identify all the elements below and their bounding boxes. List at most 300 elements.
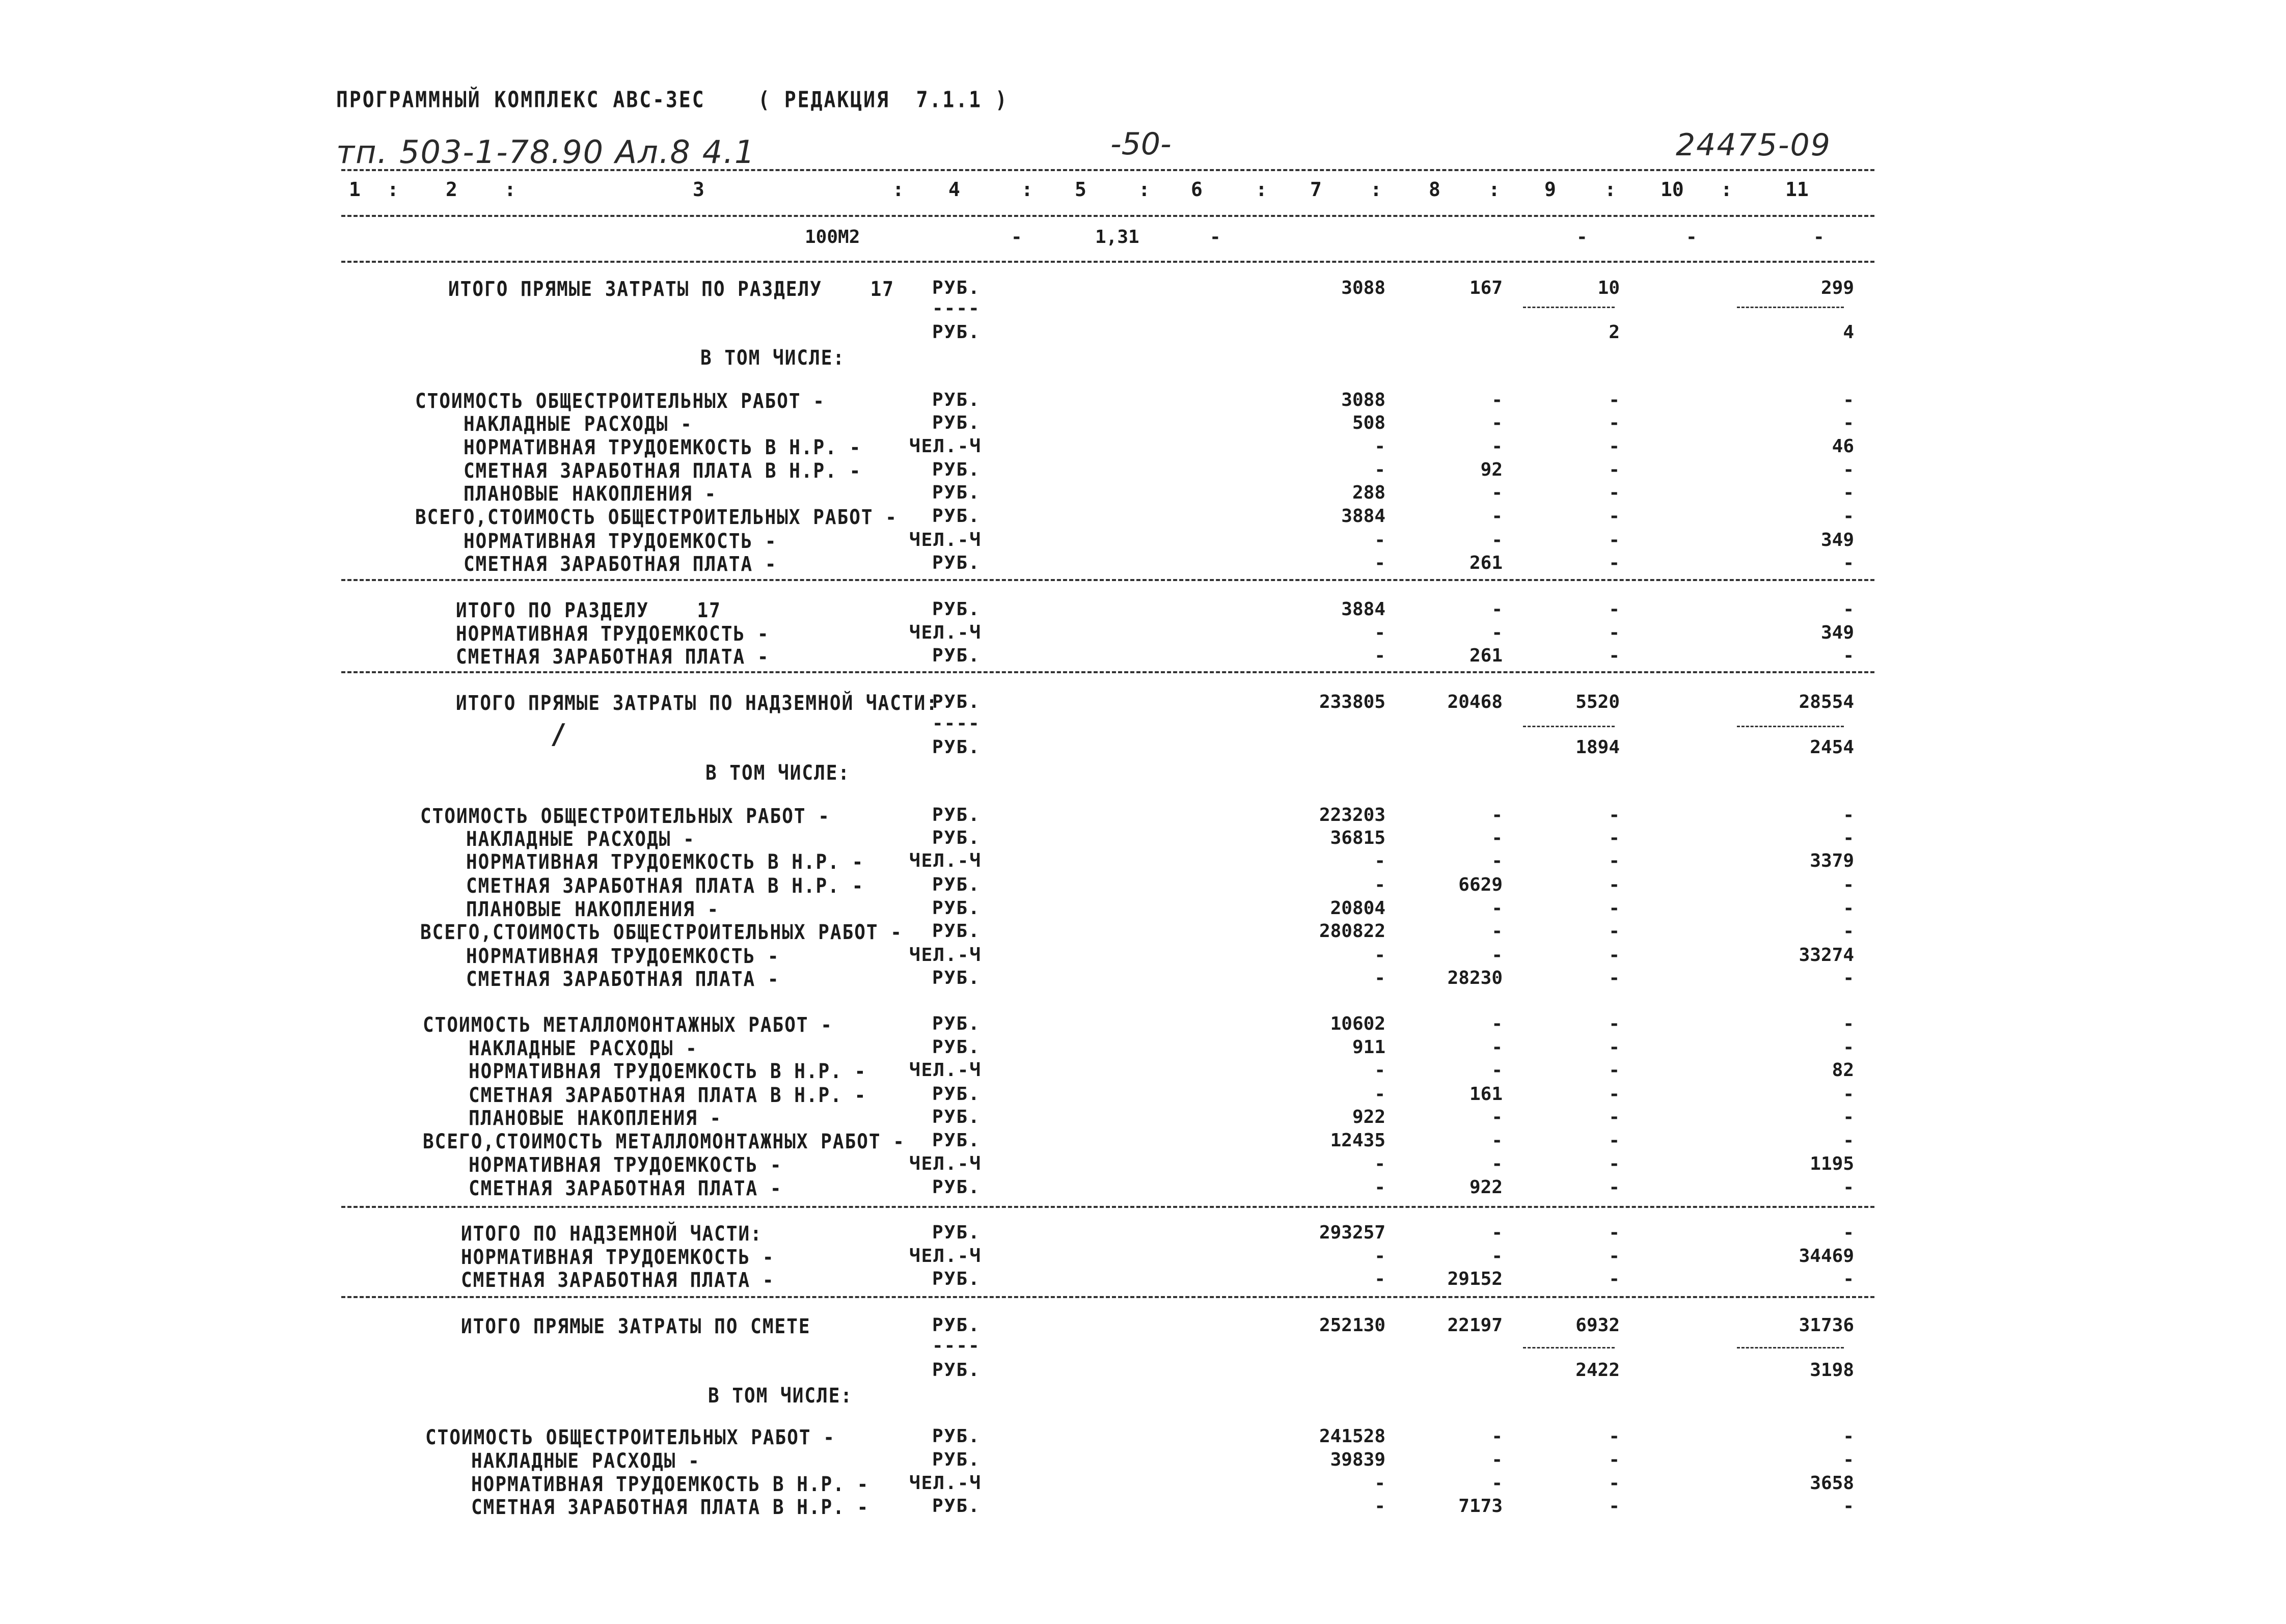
row-label: СМЕТНАЯ ЗАРАБОТНАЯ ПЛАТА В Н.Р. - <box>464 459 862 483</box>
table-row <box>0 805 2286 828</box>
cell-c11: - <box>1843 1269 1854 1289</box>
row-label: СМЕТНАЯ ЗАРАБОТНАЯ ПЛАТА - <box>466 968 780 991</box>
cell-c7: 293257 <box>1319 1222 1385 1243</box>
unit-cell: РУБ. <box>932 898 981 919</box>
row-label: НОРМАТИВНАЯ ТРУДОЕМКОСТЬ В Н.Р. - <box>464 436 862 459</box>
cell-c8: - <box>1491 1153 1503 1174</box>
unit-cell: РУБ. <box>932 828 981 848</box>
section-rule <box>341 1206 1874 1208</box>
table-row <box>0 898 2286 921</box>
row-label: СМЕТНАЯ ЗАРАБОТНАЯ ПЛАТА В Н.Р. - <box>471 1496 869 1519</box>
cell-c9: 1894 <box>1575 737 1620 758</box>
unit-cell: РУБ. <box>932 805 981 825</box>
cell-c11: - <box>1843 1449 1854 1470</box>
cell-c9: - <box>1609 1222 1620 1243</box>
row-label: В ТОМ ЧИСЛЕ: <box>700 346 846 370</box>
row-label: СМЕТНАЯ ЗАРАБОТНАЯ ПЛАТА - <box>461 1269 775 1292</box>
table-row <box>0 645 2286 669</box>
cell-c7: - <box>1374 622 1385 643</box>
cell-c10: - <box>1686 227 1697 247</box>
col-number: 2 <box>446 178 457 201</box>
cell-c8: - <box>1491 390 1503 410</box>
cell-c9: - <box>1609 805 1620 825</box>
cell-c9: - <box>1609 1246 1620 1267</box>
cell-c11: - <box>1843 921 1854 942</box>
col-separator: : <box>1488 178 1500 201</box>
cell-c8: - <box>1491 1473 1503 1494</box>
cell-c9: - <box>1609 530 1620 550</box>
cell-c11: 3658 <box>1810 1473 1854 1494</box>
table-row <box>0 553 2286 576</box>
cell-c7: 288 <box>1352 482 1385 503</box>
unit-cell: РУБ. <box>932 1013 981 1034</box>
unit-cell: РУБ. <box>932 874 981 895</box>
cell-c9: 2422 <box>1575 1360 1620 1381</box>
cell-c7: - <box>1374 553 1385 573</box>
cell-c11: - <box>1843 553 1854 573</box>
cell-c11: - <box>1843 968 1854 988</box>
cell-c8: - <box>1491 622 1503 643</box>
cell-c11: - <box>1843 1222 1854 1243</box>
unit-cell: РУБ. <box>932 737 981 758</box>
cell-c8: - <box>1491 482 1503 503</box>
unit-cell: РУБ. <box>932 553 981 573</box>
row-label: НОРМАТИВНАЯ ТРУДОЕМКОСТЬ В Н.Р. - <box>466 850 864 874</box>
col-number: 7 <box>1310 178 1322 201</box>
table-row <box>0 1269 2286 1292</box>
cell-c9: - <box>1609 482 1620 503</box>
cell-c8: - <box>1491 1246 1503 1267</box>
table-row <box>0 298 2286 321</box>
cell-c8: - <box>1491 1130 1503 1151</box>
col-separator: : <box>1256 178 1267 201</box>
col-separator: : <box>1138 178 1150 201</box>
unit-cell: РУБ. <box>932 506 981 527</box>
cell-c9: - <box>1609 412 1620 433</box>
unit-cell: РУБ. <box>932 412 981 433</box>
cell-c9: 2 <box>1609 322 1620 343</box>
col-number: 1 <box>349 178 361 201</box>
unit-cell: РУБ. <box>932 1269 981 1289</box>
cell-c8: 92 <box>1480 459 1503 480</box>
cell-c11: - <box>1843 1177 1854 1198</box>
cell-c9: - <box>1609 436 1620 457</box>
cell-c7: 10602 <box>1330 1013 1385 1034</box>
cell-c9: - <box>1609 1426 1620 1447</box>
table-row <box>0 945 2286 968</box>
cell-c11: 82 <box>1832 1060 1854 1081</box>
cell-c8: 167 <box>1469 278 1503 298</box>
cell-c9: - <box>1609 1013 1620 1034</box>
cell-c7: - <box>1374 1246 1385 1267</box>
table-row <box>0 622 2286 646</box>
cell-c11: 3379 <box>1810 850 1854 871</box>
column-number-header <box>0 178 2286 204</box>
cell-c7: 3088 <box>1341 390 1385 410</box>
row-label: НОРМАТИВНАЯ ТРУДОЕМКОСТЬ В Н.Р. - <box>469 1060 867 1083</box>
row-label: НОРМАТИВНАЯ ТРУДОЕМКОСТЬ - <box>456 622 770 646</box>
unit-cell: РУБ. <box>932 390 981 410</box>
cell-c7: - <box>1374 850 1385 871</box>
unit-cell: ЧЕЛ.-Ч <box>909 1153 982 1174</box>
row-label: НАКЛАДНЫЕ РАСХОДЫ - <box>471 1449 700 1473</box>
cell-c7: 36815 <box>1330 828 1385 848</box>
unit-cell: РУБ. <box>932 1107 981 1127</box>
cell-c7: 12435 <box>1330 1130 1385 1151</box>
table-row <box>0 968 2286 991</box>
col-number: 8 <box>1429 178 1440 201</box>
cell-c7: - <box>1374 874 1385 895</box>
cell-c11: 31736 <box>1799 1315 1854 1336</box>
table-row <box>0 1473 2286 1496</box>
table-row <box>0 1153 2286 1177</box>
cell-c11: 1195 <box>1810 1153 1854 1174</box>
subtotal-underline <box>1737 307 1844 308</box>
table-row <box>0 1426 2286 1449</box>
cell-c8: - <box>1491 1222 1503 1243</box>
table-row <box>0 1449 2286 1473</box>
cell-c11: - <box>1843 1084 1854 1105</box>
row-label: ИТОГО ПО НАДЗЕМНОЙ ЧАСТИ: <box>461 1222 763 1246</box>
cell-c11: - <box>1843 482 1854 503</box>
unit-cell: РУБ. <box>932 1130 981 1151</box>
cell-c7: 3884 <box>1341 506 1385 527</box>
unit-cell: ЧЕЛ.-Ч <box>909 850 982 871</box>
cell-c11: - <box>1843 506 1854 527</box>
row-label: СТОИМОСТЬ ОБЩЕСТРОИТЕЛЬНЫХ РАБОТ - <box>415 390 825 413</box>
table-row <box>0 1013 2286 1037</box>
cell-c9: 6932 <box>1575 1315 1620 1336</box>
col-number: 6 <box>1191 178 1203 201</box>
cell-c9: - <box>1609 1449 1620 1470</box>
table-row <box>0 850 2286 874</box>
cell-c8: 22197 <box>1447 1315 1503 1336</box>
row-label: В ТОМ ЧИСЛЕ: <box>705 761 851 785</box>
cell-c8: - <box>1491 921 1503 942</box>
cell-c9: - <box>1609 1153 1620 1174</box>
cell-c11: 28554 <box>1799 692 1854 712</box>
cell-c11: - <box>1843 599 1854 620</box>
unit-cell: ЧЕЛ.-Ч <box>909 530 982 550</box>
cell-c11: 299 <box>1820 278 1854 298</box>
cell-c7: 223203 <box>1319 805 1385 825</box>
cell-c7: - <box>1374 945 1385 966</box>
cell-c8: - <box>1491 1107 1503 1127</box>
row-label: НОРМАТИВНАЯ ТРУДОЕМКОСТЬ - <box>466 945 780 968</box>
row-label: ИТОГО ПРЯМЫЕ ЗАТРАТЫ ПО НАДЗЕМНОЙ ЧАСТИ: <box>456 692 938 715</box>
cell-c8: - <box>1491 945 1503 966</box>
cell-c11: - <box>1813 227 1825 247</box>
row-label: ВСЕГО,СТОИМОСТЬ МЕТАЛЛОМОНТАЖНЫХ РАБОТ - <box>423 1130 905 1153</box>
table-row <box>0 1107 2286 1130</box>
table-row <box>0 761 2286 785</box>
cell-c9: - <box>1609 390 1620 410</box>
table-row <box>0 322 2286 345</box>
cell-c9: - <box>1609 828 1620 848</box>
row-label: НАКЛАДНЫЕ РАСХОДЫ - <box>469 1037 698 1060</box>
table-row <box>0 1384 2286 1408</box>
cell-c9: - <box>1609 874 1620 895</box>
cell-c11: - <box>1843 645 1854 666</box>
cell-c11: - <box>1843 805 1854 825</box>
row-label: НОРМАТИВНАЯ ТРУДОЕМКОСТЬ В Н.Р. - <box>471 1473 869 1496</box>
row-label: СТОИМОСТЬ ОБЩЕСТРОИТЕЛЬНЫХ РАБОТ - <box>425 1426 835 1449</box>
unit-cell: РУБ. <box>932 599 981 620</box>
row-label: 100М2 <box>805 227 860 247</box>
cell-c5: 1,31 <box>1095 227 1139 247</box>
col-number: 10 <box>1661 178 1684 201</box>
cell-c8: - <box>1491 412 1503 433</box>
row-label: СМЕТНАЯ ЗАРАБОТНАЯ ПЛАТА В Н.Р. - <box>466 874 864 898</box>
cell-c9: - <box>1609 1060 1620 1081</box>
subtotal-underline <box>1523 726 1615 727</box>
cell-c7: 280822 <box>1319 921 1385 942</box>
cell-c9: - <box>1609 1107 1620 1127</box>
cell-c7: - <box>1374 459 1385 480</box>
cell-c9: - <box>1609 921 1620 942</box>
cell-c7: 3884 <box>1341 599 1385 620</box>
cell-c9: - <box>1609 599 1620 620</box>
col-number: 4 <box>948 178 960 201</box>
handwritten-document-number: 24475-09 <box>1676 127 1831 163</box>
cell-c11: 34469 <box>1799 1246 1854 1267</box>
cell-c9: - <box>1609 553 1620 573</box>
cell-c8: - <box>1491 898 1503 919</box>
cell-c8: - <box>1491 1037 1503 1058</box>
cell-c8: - <box>1491 530 1503 550</box>
cell-c9: - <box>1609 1496 1620 1517</box>
table-row <box>0 692 2286 715</box>
cell-c4: - <box>1011 227 1022 247</box>
cell-c7: 508 <box>1352 412 1385 433</box>
unit-cell: РУБ. <box>932 459 981 480</box>
unit-cell: РУБ. <box>932 1449 981 1470</box>
table-row <box>0 1496 2286 1519</box>
unit-cell: РУБ. <box>932 322 981 343</box>
unit-cell: РУБ. <box>932 1315 981 1336</box>
col-number: 9 <box>1544 178 1556 201</box>
cell-c9: - <box>1609 506 1620 527</box>
header-bottom-rule <box>341 215 1874 217</box>
unit-cell: РУБ. <box>932 482 981 503</box>
table-row <box>0 1060 2286 1083</box>
col-number: 3 <box>693 178 704 201</box>
cell-c7: - <box>1374 1084 1385 1105</box>
unit-cell: РУБ. <box>932 1496 981 1517</box>
row-label: ИТОГО ПРЯМЫЕ ЗАТРАТЫ ПО СМЕТЕ <box>461 1315 811 1338</box>
row-label: СМЕТНАЯ ЗАРАБОТНАЯ ПЛАТА - <box>464 553 777 576</box>
cell-c11: 4 <box>1843 322 1854 343</box>
table-row <box>0 390 2286 413</box>
row-label: НАКЛАДНЫЕ РАСХОДЫ - <box>464 412 693 436</box>
cell-c11: - <box>1843 412 1854 433</box>
cell-c7: 39839 <box>1330 1449 1385 1470</box>
unit-cell: РУБ. <box>932 1084 981 1105</box>
row-label: СМЕТНАЯ ЗАРАБОТНАЯ ПЛАТА - <box>456 645 770 669</box>
cell-c7: 3088 <box>1341 278 1385 298</box>
subtotal-underline <box>1523 307 1615 308</box>
cell-c11: - <box>1843 1013 1854 1034</box>
cell-c11: - <box>1843 1130 1854 1151</box>
cell-c7: - <box>1374 645 1385 666</box>
unit-cell: РУБ. <box>932 1360 981 1381</box>
cell-c8: - <box>1491 828 1503 848</box>
subtotal-underline <box>1737 726 1844 727</box>
cell-c8: - <box>1491 599 1503 620</box>
pen-mark: / <box>550 718 567 750</box>
cell-c9: - <box>1609 622 1620 643</box>
cell-c11: - <box>1843 828 1854 848</box>
cell-c7: - <box>1374 1473 1385 1494</box>
unit-cell: РУБ. <box>932 645 981 666</box>
table-row <box>0 921 2286 944</box>
col-separator: : <box>387 178 399 201</box>
cell-c7: - <box>1374 1177 1385 1198</box>
program-header: ПРОГРАММНЫЙ КОМПЛЕКС АВС-ЗЕС ( РЕДАКЦИЯ 7.1.1 ) <box>336 87 1009 113</box>
table-row <box>0 1037 2286 1060</box>
cell-c8: - <box>1491 1449 1503 1470</box>
cell-c9: - <box>1609 459 1620 480</box>
row-label: НАКЛАДНЫЕ РАСХОДЫ - <box>466 828 695 851</box>
cell-c8: - <box>1491 850 1503 871</box>
header-top-rule <box>341 169 1874 171</box>
cell-c8: - <box>1491 1426 1503 1447</box>
cell-c11: 349 <box>1820 530 1854 550</box>
cell-c11: - <box>1843 459 1854 480</box>
cell-c11: 3198 <box>1810 1360 1854 1381</box>
col-separator: : <box>1021 178 1033 201</box>
cell-c9: - <box>1609 968 1620 988</box>
cell-c11: - <box>1843 1426 1854 1447</box>
cell-c11: - <box>1843 898 1854 919</box>
col-number: 11 <box>1785 178 1809 201</box>
row-label: ПЛАНОВЫЕ НАКОПЛЕНИЯ - <box>464 482 717 506</box>
cell-c7: - <box>1374 1269 1385 1289</box>
cell-c8: - <box>1491 1060 1503 1081</box>
cell-c9: - <box>1609 945 1620 966</box>
cell-c7: - <box>1374 1153 1385 1174</box>
cell-c11: - <box>1843 390 1854 410</box>
table-row <box>0 874 2286 898</box>
cell-c9: - <box>1609 1130 1620 1151</box>
row-label: НОРМАТИВНАЯ ТРУДОЕМКОСТЬ - <box>461 1246 775 1269</box>
unit-cell: РУБ. <box>932 278 981 298</box>
row-label: ВСЕГО,СТОИМОСТЬ ОБЩЕСТРОИТЕЛЬНЫХ РАБОТ - <box>420 921 903 944</box>
table-row <box>0 506 2286 529</box>
table-row <box>0 1246 2286 1269</box>
cell-c9: - <box>1609 1473 1620 1494</box>
cell-c9: - <box>1609 1084 1620 1105</box>
unit-cell: РУБ. <box>932 692 981 712</box>
cell-c9: - <box>1609 1177 1620 1198</box>
unit-cell: ЧЕЛ.-Ч <box>909 1473 982 1494</box>
cell-c9: 5520 <box>1575 692 1620 712</box>
subtotal-underline <box>1523 1347 1615 1348</box>
unit-cell: РУБ. <box>932 1222 981 1243</box>
cell-c7: 241528 <box>1319 1426 1385 1447</box>
cell-c7: - <box>1374 1060 1385 1081</box>
cell-c8: - <box>1491 1013 1503 1034</box>
cell-c8: 922 <box>1469 1177 1503 1198</box>
table-row-first <box>0 227 2286 250</box>
handwritten-project-code: тп. 503-1-78.90 Ал.8 4.1 <box>336 133 756 171</box>
table-row <box>0 1222 2286 1246</box>
cell-c8: 20468 <box>1447 692 1503 712</box>
cell-c7: 233805 <box>1319 692 1385 712</box>
cell-c8: - <box>1491 436 1503 457</box>
cell-c9: 10 <box>1597 278 1620 298</box>
row-label: НОРМАТИВНАЯ ТРУДОЕМКОСТЬ - <box>464 530 777 553</box>
col-separator: : <box>1721 178 1732 201</box>
cell-c9: - <box>1576 227 1588 247</box>
unit-cell: РУБ. <box>932 1037 981 1058</box>
unit-cell: РУБ. <box>932 968 981 988</box>
cell-c11: 33274 <box>1799 945 1854 966</box>
cell-c11: 46 <box>1832 436 1854 457</box>
row-label: В ТОМ ЧИСЛЕ: <box>708 1384 853 1408</box>
row-label: ПЛАНОВЫЕ НАКОПЛЕНИЯ - <box>466 898 720 921</box>
cell-c9: - <box>1609 850 1620 871</box>
table-row <box>0 599 2286 622</box>
cell-c9: - <box>1609 1269 1620 1289</box>
col-separator: : <box>892 178 904 201</box>
cell-c7: 20804 <box>1330 898 1385 919</box>
cell-c11: - <box>1843 1107 1854 1127</box>
unit-cell: ЧЕЛ.-Ч <box>909 436 982 457</box>
col-separator: : <box>504 178 516 201</box>
cell-c7: 911 <box>1352 1037 1385 1058</box>
cell-c7: 922 <box>1352 1107 1385 1127</box>
unit-cell: РУБ. <box>932 921 981 942</box>
unit-cell: ---- <box>932 1335 981 1356</box>
row-label: ВСЕГО,СТОИМОСТЬ ОБЩЕСТРОИТЕЛЬНЫХ РАБОТ - <box>415 506 897 529</box>
cell-c8: 261 <box>1469 645 1503 666</box>
cell-c8: 261 <box>1469 553 1503 573</box>
col-separator: : <box>1370 178 1382 201</box>
cell-c7: - <box>1374 530 1385 550</box>
section-rule <box>341 671 1874 673</box>
table-row <box>0 530 2286 553</box>
row-label: СМЕТНАЯ ЗАРАБОТНАЯ ПЛАТА - <box>469 1177 782 1200</box>
cell-c11: 2454 <box>1810 737 1854 758</box>
table-row <box>0 346 2286 370</box>
cell-c9: - <box>1609 1037 1620 1058</box>
table-row <box>0 1130 2286 1153</box>
unit-cell: ЧЕЛ.-Ч <box>909 945 982 966</box>
cell-c6: - <box>1210 227 1221 247</box>
subtotal-underline <box>1737 1347 1844 1348</box>
table-row <box>0 1177 2286 1200</box>
cell-c8: - <box>1491 805 1503 825</box>
cell-c11: - <box>1843 1037 1854 1058</box>
table-row <box>0 482 2286 506</box>
cell-c11: 349 <box>1820 622 1854 643</box>
cell-c9: - <box>1609 898 1620 919</box>
row-label: ИТОГО ПРЯМЫЕ ЗАТРАТЫ ПО РАЗДЕЛУ 17 <box>448 278 894 301</box>
row-label: ИТОГО ПО РАЗДЕЛУ 17 <box>456 599 721 622</box>
cell-c11: - <box>1843 1496 1854 1517</box>
row-label: ПЛАНОВЫЕ НАКОПЛЕНИЯ - <box>469 1107 722 1130</box>
section-rule <box>341 1296 1874 1298</box>
unit-cell: ЧЕЛ.-Ч <box>909 1060 982 1081</box>
unit-cell: РУБ. <box>932 1177 981 1198</box>
table-row <box>0 1335 2286 1359</box>
table-row <box>0 1360 2286 1383</box>
cell-c8: - <box>1491 506 1503 527</box>
cell-c8: 29152 <box>1447 1269 1503 1289</box>
table-row <box>0 828 2286 851</box>
table-row <box>0 412 2286 436</box>
